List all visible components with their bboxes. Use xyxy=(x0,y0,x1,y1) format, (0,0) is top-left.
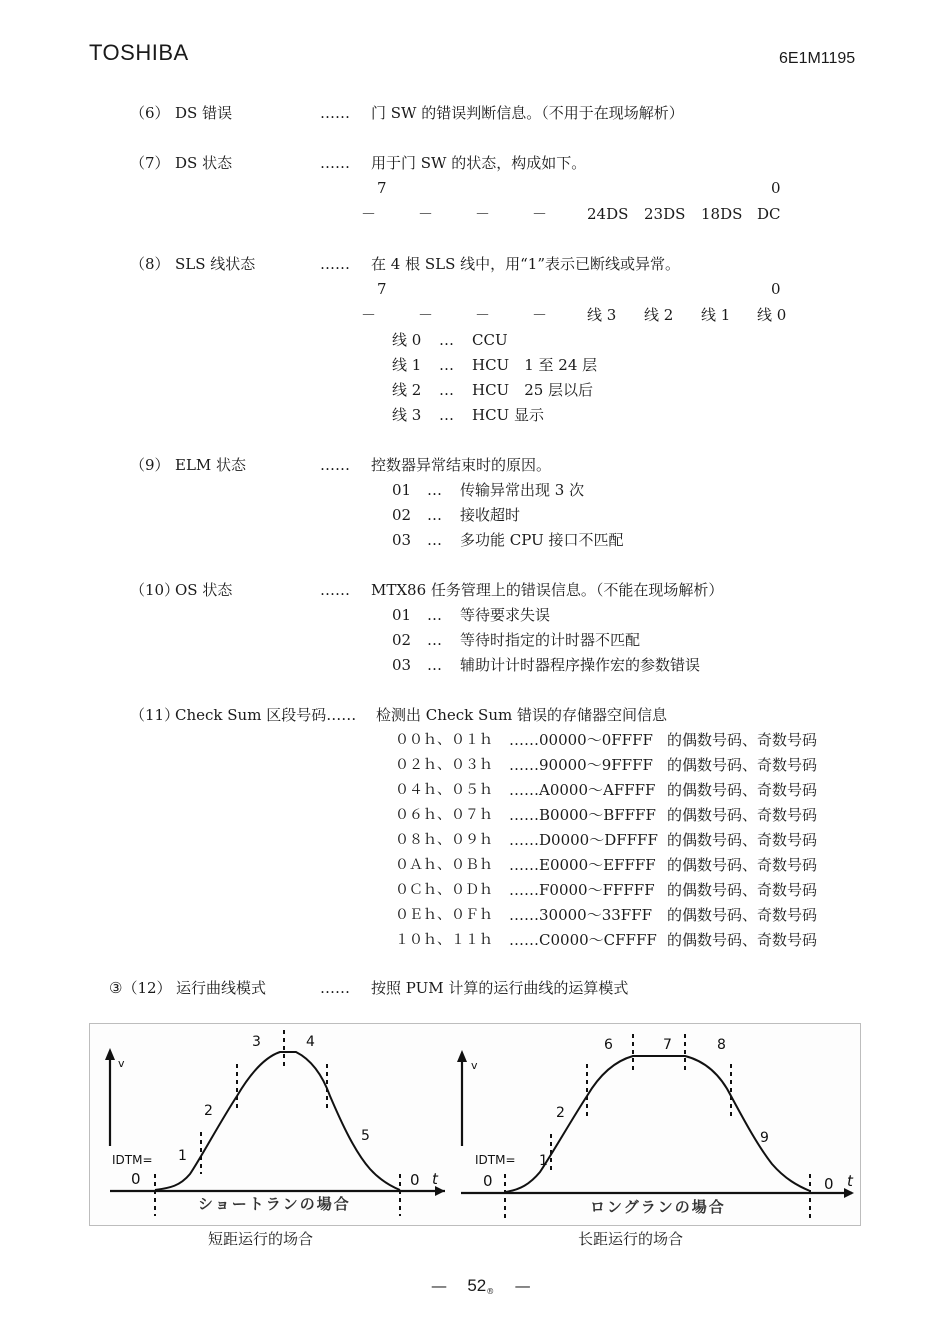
section-6-number: （6） xyxy=(130,104,170,122)
elm-code-sep: … xyxy=(427,531,442,549)
phase-label: 2 xyxy=(204,1103,213,1119)
section-7-bit-3: 24DS xyxy=(587,205,629,223)
checksum-note: 的偶数号码、奇数号码 xyxy=(667,756,818,774)
os-code: 01 xyxy=(392,606,412,624)
checksum-note: 的偶数号码、奇数号码 xyxy=(667,856,818,874)
os-code-sep: … xyxy=(427,606,442,624)
phase-label: 9 xyxy=(760,1130,769,1146)
sls-line-key: 线 3 xyxy=(392,406,422,424)
checksum-range: ……C0000～CFFFF xyxy=(509,931,657,949)
elm-code: 01 xyxy=(392,481,412,499)
long-run-curve xyxy=(505,1056,810,1192)
section-12-number: ③（12） xyxy=(109,979,172,997)
velocity-axis-arrowhead xyxy=(105,1048,115,1060)
footer-dash-right: — xyxy=(514,1276,531,1295)
section-12-label: 运行曲线模式 xyxy=(176,979,267,997)
phase-label: 8 xyxy=(717,1037,726,1053)
checksum-note: 的偶数号码、奇数号码 xyxy=(667,806,818,824)
section-7-bit-2: 23DS xyxy=(644,205,686,223)
phase-label: 1 xyxy=(539,1153,548,1169)
long-run-diagram xyxy=(457,1034,854,1218)
elm-code-sep: … xyxy=(427,506,442,524)
short-run-diagram xyxy=(105,1030,445,1216)
section-9-desc: 控数器异常结束时的原因。 xyxy=(371,456,552,474)
section-8-bit-low: 0 xyxy=(771,280,781,298)
checksum-note: 的偶数号码、奇数号码 xyxy=(667,781,818,799)
section-7-bit-7: － xyxy=(361,205,377,223)
section-7-bit-4: － xyxy=(532,205,548,223)
section-8-dots: …… xyxy=(320,255,350,273)
section-7-dots: …… xyxy=(320,154,350,172)
phase-label: 1 xyxy=(178,1148,187,1164)
checksum-segment: ０２ｈ、０３ｈ xyxy=(395,757,493,773)
section-11-number: （11） xyxy=(130,706,180,724)
section-7-bit-high: 7 xyxy=(377,179,387,197)
checksum-note: 的偶数号码、奇数号码 xyxy=(667,831,818,849)
start-zero-label: 0 xyxy=(131,1170,141,1188)
os-code-text: 等待时指定的计时器不匹配 xyxy=(460,631,641,649)
checksum-segment: １０ｈ、１１ｈ xyxy=(395,932,493,948)
idtm-label: IDTM= xyxy=(475,1153,516,1167)
os-code: 02 xyxy=(392,631,412,649)
section-8-bit-6: － xyxy=(418,306,434,324)
sls-line-sep: … xyxy=(439,381,454,399)
checksum-range: ……A0000～AFFFF xyxy=(509,781,656,799)
short-run-caption: 短距运行的场合 xyxy=(208,1230,314,1248)
phase-label: 7 xyxy=(663,1037,672,1053)
sls-line-sep: … xyxy=(439,356,454,374)
velocity-label: v xyxy=(118,1057,125,1070)
os-code-text: 辅助计计时器程序操作宏的参数错误 xyxy=(460,656,701,674)
section-8-label: SLS 线状态 xyxy=(175,255,256,273)
section-6-desc: 门 SW 的错误判断信息。（不用于在现场解析） xyxy=(371,104,684,122)
short-run-curve xyxy=(155,1052,400,1190)
checksum-segment: ０Ｅｈ、０Ｆｈ xyxy=(395,907,493,923)
section-8-bit-high: 7 xyxy=(377,280,387,298)
phase-label: 3 xyxy=(252,1034,261,1050)
section-9-number: （9） xyxy=(130,456,170,474)
checksum-range: ……90000～9FFFF xyxy=(509,756,653,774)
elm-code: 02 xyxy=(392,506,412,524)
page-number: 52 xyxy=(467,1276,487,1295)
section-7-bit-5: － xyxy=(475,205,491,223)
sls-line-key: 线 2 xyxy=(392,381,422,399)
checksum-note: 的偶数号码、奇数号码 xyxy=(667,906,818,924)
section-8-bit-7: － xyxy=(361,306,377,324)
checksum-note: 的偶数号码、奇数号码 xyxy=(667,931,818,949)
phase-label: 5 xyxy=(361,1128,370,1144)
sls-line-sep: … xyxy=(439,331,454,349)
sls-line-key: 线 0 xyxy=(392,331,422,349)
section-8-number: （8） xyxy=(130,255,170,273)
checksum-range: ……F0000～FFFFF xyxy=(509,881,655,899)
sls-line-value: HCU 25 层以后 xyxy=(472,381,594,399)
time-label: t xyxy=(847,1172,853,1190)
checksum-note: 的偶数号码、奇数号码 xyxy=(667,731,818,749)
short-run-band-text: ショートランの場合 xyxy=(198,1195,351,1213)
section-7-desc: 用于门 SW 的状态，构成如下。 xyxy=(371,154,587,172)
velocity-label: v xyxy=(471,1059,478,1072)
elm-code-sep: … xyxy=(427,481,442,499)
section-8-bit-1: 线 1 xyxy=(701,306,731,324)
section-8-bit-2: 线 2 xyxy=(644,306,674,324)
section-7-bit-0: DC xyxy=(757,205,781,223)
phase-label: 4 xyxy=(306,1034,315,1050)
section-8-bit-4: － xyxy=(532,306,548,324)
sls-line-sep: … xyxy=(439,406,454,424)
long-run-band-text: ロングランの場合 xyxy=(590,1198,726,1216)
footer-dash-left: — xyxy=(431,1276,447,1295)
elm-code-text: 传输异常出现 3 次 xyxy=(460,481,585,499)
phase-label: 2 xyxy=(556,1105,565,1121)
long-run-caption: 长距运行的场合 xyxy=(578,1230,684,1248)
velocity-axis-arrowhead xyxy=(457,1050,467,1062)
section-8-desc: 在 4 根 SLS 线中，用“1”表示已断线或异常。 xyxy=(371,255,681,273)
sls-line-key: 线 1 xyxy=(392,356,422,374)
section-12-dots: …… xyxy=(320,979,350,997)
checksum-range: ……D0000～DFFFF xyxy=(509,831,658,849)
end-zero-label: 0 xyxy=(824,1175,834,1193)
section-8-bit-0: 线 0 xyxy=(757,306,787,324)
checksum-range: ……00000～0FFFF xyxy=(509,731,653,749)
end-zero-label: 0 xyxy=(410,1171,420,1189)
section-12-desc: 按照 PUM 计算的运行曲线的运算模式 xyxy=(371,979,629,997)
header-doc-code: 6E1M1195 xyxy=(779,50,856,67)
section-10-number: （10） xyxy=(130,581,180,599)
section-7-label: DS 状态 xyxy=(175,154,233,172)
section-7-bit-1: 18DS xyxy=(701,205,743,223)
section-8-bit-3: 线 3 xyxy=(587,306,617,324)
section-7-number: （7） xyxy=(130,154,170,172)
section-6-dots: …… xyxy=(320,104,350,122)
section-11-desc: 检测出 Check Sum 错误的存储器空间信息 xyxy=(376,706,667,724)
section-9-dots: …… xyxy=(320,456,350,474)
checksum-segment: ００ｈ、０１ｈ xyxy=(395,732,493,748)
os-code-sep: … xyxy=(427,631,442,649)
os-code-sep: … xyxy=(427,656,442,674)
section-10-label: OS 状态 xyxy=(175,581,233,599)
checksum-segment: ０８ｈ、０９ｈ xyxy=(395,832,493,848)
time-label: t xyxy=(432,1170,438,1188)
sls-line-value: CCU xyxy=(472,331,508,349)
os-code-text: 等待要求失误 xyxy=(460,606,551,624)
page-mark: ® xyxy=(486,1287,495,1296)
section-7-bit-6: － xyxy=(418,205,434,223)
section-6-label: DS 错误 xyxy=(175,104,233,122)
elm-code-text: 多功能 CPU 接口不匹配 xyxy=(460,531,624,549)
checksum-range: ……B0000～BFFFF xyxy=(509,806,656,824)
section-7-bit-low: 0 xyxy=(771,179,781,197)
header-brand: TOSHIBA xyxy=(89,40,189,65)
os-code: 03 xyxy=(392,656,412,674)
checksum-segment: ０６ｈ、０７ｈ xyxy=(395,807,493,823)
elm-code: 03 xyxy=(392,531,412,549)
start-zero-label: 0 xyxy=(483,1172,493,1190)
sls-line-value: HCU 显示 xyxy=(472,406,544,424)
run-curve-figure xyxy=(89,1023,861,1226)
section-9-label: ELM 状态 xyxy=(175,456,247,474)
sls-line-value: HCU 1 至 24 层 xyxy=(472,356,598,374)
section-10-desc: MTX86 任务管理上的错误信息。（不能在现场解析） xyxy=(371,581,724,599)
section-11-label: Check Sum 区段号码…… xyxy=(175,706,357,724)
phase-label: 6 xyxy=(604,1037,613,1053)
elm-code-text: 接收超时 xyxy=(460,506,521,524)
checksum-note: 的偶数号码、奇数号码 xyxy=(667,881,818,899)
section-10-dots: …… xyxy=(320,581,350,599)
checksum-range: ……E0000～EFFFF xyxy=(509,856,656,874)
checksum-segment: ０Ｃｈ、０Ｄｈ xyxy=(395,882,493,898)
section-8-bit-5: － xyxy=(475,306,491,324)
checksum-range: ……30000～33FFF xyxy=(509,906,653,924)
page-footer xyxy=(431,1276,531,1296)
checksum-segment: ０４ｈ、０５ｈ xyxy=(395,782,493,798)
run-curve-diagrams xyxy=(90,1024,860,1225)
idtm-label: IDTM= xyxy=(112,1153,153,1167)
checksum-segment: ０Ａｈ、０Ｂｈ xyxy=(395,857,493,873)
